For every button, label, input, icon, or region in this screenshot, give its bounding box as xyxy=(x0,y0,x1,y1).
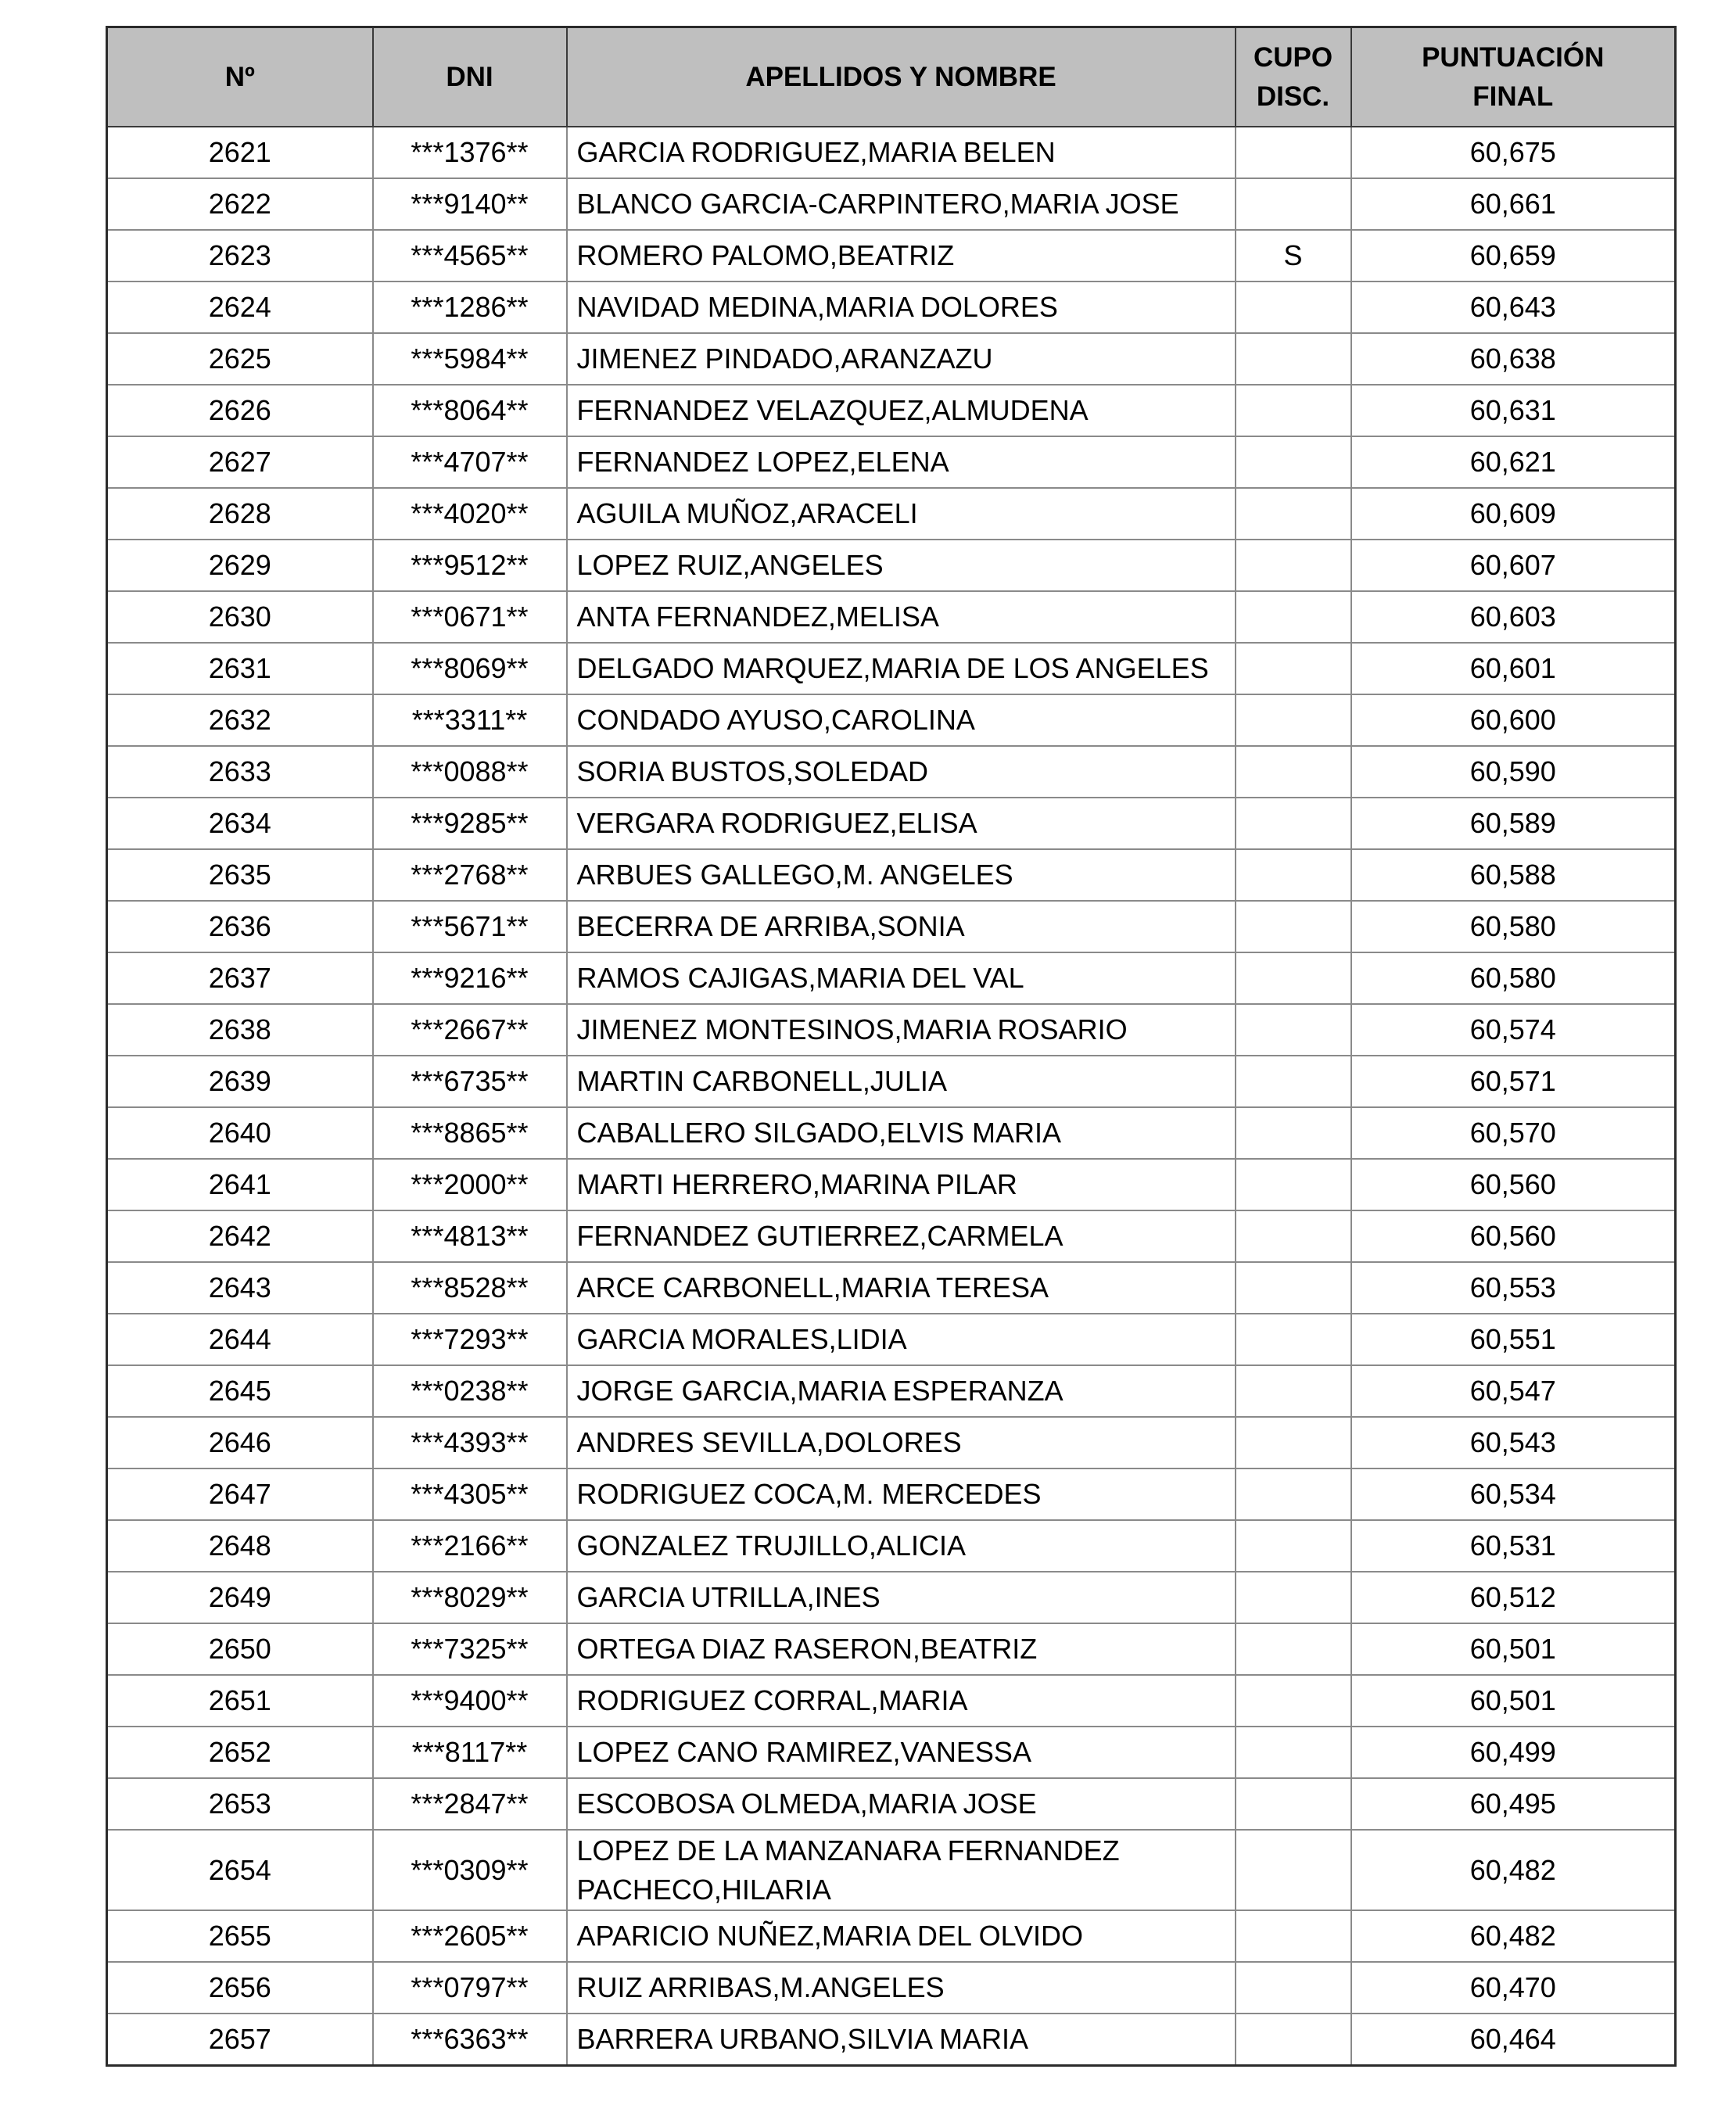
cell-num: 2624 xyxy=(107,282,373,333)
cell-num: 2630 xyxy=(107,591,373,643)
cell-name: FERNANDEZ GUTIERREZ,CARMELA xyxy=(567,1210,1236,1262)
cell-dni: ***8528** xyxy=(373,1262,567,1314)
cell-name: GARCIA UTRILLA,INES xyxy=(567,1572,1236,1623)
cell-score: 60,675 xyxy=(1351,127,1676,178)
table-row xyxy=(107,230,1676,282)
cell-dni: ***5984** xyxy=(373,333,567,385)
cell-dni: ***4813** xyxy=(373,1210,567,1262)
cell-name: DELGADO MARQUEZ,MARIA DE LOS ANGELES xyxy=(567,643,1236,694)
cell-dni: ***2166** xyxy=(373,1520,567,1572)
table-header xyxy=(107,27,1676,127)
cell-dni: ***2847** xyxy=(373,1778,567,1830)
cell-name: CABALLERO SILGADO,ELVIS MARIA xyxy=(567,1107,1236,1159)
table-row xyxy=(107,901,1676,952)
cell-score: 60,661 xyxy=(1351,178,1676,230)
cell-score: 60,580 xyxy=(1351,952,1676,1004)
cell-cupo xyxy=(1236,1520,1351,1572)
cell-score: 60,600 xyxy=(1351,694,1676,746)
table-row xyxy=(107,127,1676,178)
cell-cupo xyxy=(1236,1159,1351,1210)
table-row xyxy=(107,282,1676,333)
cell-name: ESCOBOSA OLMEDA,MARIA JOSE xyxy=(567,1778,1236,1830)
cell-cupo xyxy=(1236,1910,1351,1962)
cell-score: 60,553 xyxy=(1351,1262,1676,1314)
cell-cupo xyxy=(1236,1962,1351,2014)
cell-name: VERGARA RODRIGUEZ,ELISA xyxy=(567,798,1236,849)
table-row xyxy=(107,1675,1676,1727)
cell-name: RODRIGUEZ COCA,M. MERCEDES xyxy=(567,1468,1236,1520)
cell-cupo xyxy=(1236,1417,1351,1468)
cell-dni: ***0309** xyxy=(373,1830,567,1910)
cell-score: 60,482 xyxy=(1351,1830,1676,1910)
cell-cupo xyxy=(1236,1727,1351,1778)
cell-dni: ***9285** xyxy=(373,798,567,849)
cell-name: GONZALEZ TRUJILLO,ALICIA xyxy=(567,1520,1236,1572)
cell-num: 2640 xyxy=(107,1107,373,1159)
header-score-line2: FINAL xyxy=(1472,81,1554,112)
cell-num: 2629 xyxy=(107,540,373,591)
cell-score: 60,631 xyxy=(1351,385,1676,436)
table-row xyxy=(107,849,1676,901)
cell-name: FERNANDEZ VELAZQUEZ,ALMUDENA xyxy=(567,385,1236,436)
table-row xyxy=(107,1778,1676,1830)
cell-num: 2655 xyxy=(107,1910,373,1962)
cell-cupo xyxy=(1236,591,1351,643)
cell-num: 2647 xyxy=(107,1468,373,1520)
cell-num: 2653 xyxy=(107,1778,373,1830)
cell-name: ANTA FERNANDEZ,MELISA xyxy=(567,591,1236,643)
cell-score: 60,543 xyxy=(1351,1417,1676,1468)
cell-name: NAVIDAD MEDINA,MARIA DOLORES xyxy=(567,282,1236,333)
table-row xyxy=(107,1962,1676,2014)
header-score xyxy=(1351,27,1676,127)
cell-score: 60,560 xyxy=(1351,1159,1676,1210)
cell-dni: ***0238** xyxy=(373,1365,567,1417)
cell-num: 2641 xyxy=(107,1159,373,1210)
cell-num: 2644 xyxy=(107,1314,373,1365)
cell-num: 2626 xyxy=(107,385,373,436)
table-row xyxy=(107,178,1676,230)
cell-cupo xyxy=(1236,1210,1351,1262)
cell-dni: ***6735** xyxy=(373,1056,567,1107)
cell-num: 2639 xyxy=(107,1056,373,1107)
cell-cupo xyxy=(1236,282,1351,333)
cell-name: CONDADO AYUSO,CAROLINA xyxy=(567,694,1236,746)
cell-dni: ***8069** xyxy=(373,643,567,694)
cell-dni: ***0088** xyxy=(373,746,567,798)
cell-dni: ***4020** xyxy=(373,488,567,540)
table-row xyxy=(107,333,1676,385)
cell-score: 60,501 xyxy=(1351,1675,1676,1727)
cell-name: AGUILA MUÑOZ,ARACELI xyxy=(567,488,1236,540)
cell-cupo xyxy=(1236,1056,1351,1107)
ranking-table xyxy=(106,26,1677,2067)
cell-dni: ***8064** xyxy=(373,385,567,436)
cell-name: BARRERA URBANO,SILVIA MARIA xyxy=(567,2014,1236,2066)
cell-cupo xyxy=(1236,1830,1351,1910)
table-row xyxy=(107,1365,1676,1417)
header-num: Nº xyxy=(107,27,373,127)
cell-num: 2650 xyxy=(107,1623,373,1675)
table-row xyxy=(107,746,1676,798)
cell-cupo xyxy=(1236,1365,1351,1417)
cell-cupo xyxy=(1236,385,1351,436)
cell-name: RODRIGUEZ CORRAL,MARIA xyxy=(567,1675,1236,1727)
table-row xyxy=(107,694,1676,746)
cell-cupo xyxy=(1236,1623,1351,1675)
cell-dni: ***6363** xyxy=(373,2014,567,2066)
cell-num: 2657 xyxy=(107,2014,373,2066)
cell-cupo xyxy=(1236,798,1351,849)
table-row xyxy=(107,488,1676,540)
cell-cupo xyxy=(1236,849,1351,901)
table-row xyxy=(107,1107,1676,1159)
table-row xyxy=(107,1417,1676,1468)
cell-num: 2621 xyxy=(107,127,373,178)
cell-cupo xyxy=(1236,952,1351,1004)
cell-num: 2628 xyxy=(107,488,373,540)
cell-name: RAMOS CAJIGAS,MARIA DEL VAL xyxy=(567,952,1236,1004)
cell-name: JIMENEZ PINDADO,ARANZAZU xyxy=(567,333,1236,385)
cell-score: 60,580 xyxy=(1351,901,1676,952)
cell-dni: ***3311** xyxy=(373,694,567,746)
cell-num: 2646 xyxy=(107,1417,373,1468)
cell-name: GARCIA MORALES,LIDIA xyxy=(567,1314,1236,1365)
header-dni: DNI xyxy=(373,27,567,127)
cell-num: 2654 xyxy=(107,1830,373,1910)
cell-num: 2648 xyxy=(107,1520,373,1572)
cell-dni: ***2605** xyxy=(373,1910,567,1962)
header-name: APELLIDOS Y NOMBRE xyxy=(567,27,1236,127)
cell-cupo xyxy=(1236,1107,1351,1159)
cell-dni: ***2667** xyxy=(373,1004,567,1056)
cell-num: 2651 xyxy=(107,1675,373,1727)
cell-score: 60,470 xyxy=(1351,1962,1676,2014)
cell-cupo xyxy=(1236,1468,1351,1520)
cell-score: 60,464 xyxy=(1351,2014,1676,2066)
header-row xyxy=(107,27,1676,127)
cell-num: 2643 xyxy=(107,1262,373,1314)
cell-score: 60,621 xyxy=(1351,436,1676,488)
cell-score: 60,574 xyxy=(1351,1004,1676,1056)
cell-dni: ***0671** xyxy=(373,591,567,643)
cell-dni: ***9400** xyxy=(373,1675,567,1727)
cell-name: LOPEZ CANO RAMIREZ,VANESSA xyxy=(567,1727,1236,1778)
cell-cupo xyxy=(1236,694,1351,746)
cell-score: 60,659 xyxy=(1351,230,1676,282)
cell-score: 60,551 xyxy=(1351,1314,1676,1365)
cell-dni: ***9512** xyxy=(373,540,567,591)
cell-name: ROMERO PALOMO,BEATRIZ xyxy=(567,230,1236,282)
cell-num: 2625 xyxy=(107,333,373,385)
cell-score: 60,560 xyxy=(1351,1210,1676,1262)
cell-name: MARTIN CARBONELL,JULIA xyxy=(567,1056,1236,1107)
cell-name: APARICIO NUÑEZ,MARIA DEL OLVIDO xyxy=(567,1910,1236,1962)
cell-score: 60,495 xyxy=(1351,1778,1676,1830)
cell-cupo: S xyxy=(1236,230,1351,282)
cell-num: 2645 xyxy=(107,1365,373,1417)
cell-dni: ***1376** xyxy=(373,127,567,178)
cell-cupo xyxy=(1236,2014,1351,2066)
cell-cupo xyxy=(1236,127,1351,178)
cell-num: 2649 xyxy=(107,1572,373,1623)
cell-num: 2652 xyxy=(107,1727,373,1778)
cell-dni: ***4707** xyxy=(373,436,567,488)
cell-score: 60,607 xyxy=(1351,540,1676,591)
cell-dni: ***9140** xyxy=(373,178,567,230)
table-row xyxy=(107,643,1676,694)
cell-score: 60,547 xyxy=(1351,1365,1676,1417)
header-cupo xyxy=(1236,27,1351,127)
cell-dni: ***5671** xyxy=(373,901,567,952)
cell-dni: ***2000** xyxy=(373,1159,567,1210)
cell-num: 2636 xyxy=(107,901,373,952)
cell-score: 60,638 xyxy=(1351,333,1676,385)
cell-cupo xyxy=(1236,1262,1351,1314)
cell-dni: ***4393** xyxy=(373,1417,567,1468)
cell-score: 60,601 xyxy=(1351,643,1676,694)
table-row xyxy=(107,436,1676,488)
cell-num: 2637 xyxy=(107,952,373,1004)
cell-score: 60,512 xyxy=(1351,1572,1676,1623)
cell-cupo xyxy=(1236,436,1351,488)
cell-dni: ***2768** xyxy=(373,849,567,901)
table-row xyxy=(107,2014,1676,2066)
cell-score: 60,609 xyxy=(1351,488,1676,540)
cell-cupo xyxy=(1236,1004,1351,1056)
cell-cupo xyxy=(1236,746,1351,798)
cell-cupo xyxy=(1236,178,1351,230)
table-row xyxy=(107,1572,1676,1623)
cell-name: JIMENEZ MONTESINOS,MARIA ROSARIO xyxy=(567,1004,1236,1056)
cell-score: 60,570 xyxy=(1351,1107,1676,1159)
cell-name: ARBUES GALLEGO,M. ANGELES xyxy=(567,849,1236,901)
cell-name: MARTI HERRERO,MARINA PILAR xyxy=(567,1159,1236,1210)
table-row xyxy=(107,1520,1676,1572)
cell-cupo xyxy=(1236,333,1351,385)
cell-dni: ***7293** xyxy=(373,1314,567,1365)
table-row xyxy=(107,1159,1676,1210)
table-row xyxy=(107,1910,1676,1962)
cell-score: 60,534 xyxy=(1351,1468,1676,1520)
cell-dni: ***1286** xyxy=(373,282,567,333)
cell-num: 2632 xyxy=(107,694,373,746)
cell-score: 60,589 xyxy=(1351,798,1676,849)
cell-cupo xyxy=(1236,1314,1351,1365)
cell-num: 2635 xyxy=(107,849,373,901)
cell-dni: ***8117** xyxy=(373,1727,567,1778)
cell-score: 60,531 xyxy=(1351,1520,1676,1572)
table-row xyxy=(107,591,1676,643)
cell-name: LOPEZ RUIZ,ANGELES xyxy=(567,540,1236,591)
cell-dni: ***8029** xyxy=(373,1572,567,1623)
header-cupo-line1: CUPO xyxy=(1253,41,1333,73)
table-row xyxy=(107,1623,1676,1675)
cell-dni: ***9216** xyxy=(373,952,567,1004)
cell-num: 2638 xyxy=(107,1004,373,1056)
cell-num: 2633 xyxy=(107,746,373,798)
cell-name: BLANCO GARCIA-CARPINTERO,MARIA JOSE xyxy=(567,178,1236,230)
table-row xyxy=(107,1210,1676,1262)
table-row xyxy=(107,1056,1676,1107)
cell-cupo xyxy=(1236,488,1351,540)
cell-num: 2634 xyxy=(107,798,373,849)
table-row xyxy=(107,1004,1676,1056)
cell-dni: ***0797** xyxy=(373,1962,567,2014)
cell-num: 2642 xyxy=(107,1210,373,1262)
cell-score: 60,482 xyxy=(1351,1910,1676,1962)
cell-dni: ***4565** xyxy=(373,230,567,282)
cell-score: 60,643 xyxy=(1351,282,1676,333)
cell-num: 2627 xyxy=(107,436,373,488)
cell-name: JORGE GARCIA,MARIA ESPERANZA xyxy=(567,1365,1236,1417)
cell-num: 2656 xyxy=(107,1962,373,2014)
table-body xyxy=(107,127,1676,2066)
header-score-line1: PUNTUACIÓN xyxy=(1422,41,1605,73)
cell-dni: ***4305** xyxy=(373,1468,567,1520)
cell-name: FERNANDEZ LOPEZ,ELENA xyxy=(567,436,1236,488)
cell-score: 60,590 xyxy=(1351,746,1676,798)
table-row xyxy=(107,1314,1676,1365)
table-row xyxy=(107,385,1676,436)
cell-num: 2623 xyxy=(107,230,373,282)
cell-name: LOPEZ DE LA MANZANARA FERNANDEZ PACHECO,HILARIA xyxy=(567,1830,1236,1910)
cell-cupo xyxy=(1236,643,1351,694)
table-row xyxy=(107,1830,1676,1910)
cell-name: SORIA BUSTOS,SOLEDAD xyxy=(567,746,1236,798)
cell-score: 60,588 xyxy=(1351,849,1676,901)
cell-num: 2631 xyxy=(107,643,373,694)
cell-cupo xyxy=(1236,1675,1351,1727)
table-row xyxy=(107,798,1676,849)
cell-name: ORTEGA DIAZ RASERON,BEATRIZ xyxy=(567,1623,1236,1675)
cell-dni: ***8865** xyxy=(373,1107,567,1159)
cell-name: RUIZ ARRIBAS,M.ANGELES xyxy=(567,1962,1236,2014)
table-row xyxy=(107,1468,1676,1520)
table-row xyxy=(107,540,1676,591)
cell-cupo xyxy=(1236,1572,1351,1623)
cell-score: 60,571 xyxy=(1351,1056,1676,1107)
cell-name: ARCE CARBONELL,MARIA TERESA xyxy=(567,1262,1236,1314)
table-row xyxy=(107,1262,1676,1314)
table-row xyxy=(107,952,1676,1004)
cell-cupo xyxy=(1236,1778,1351,1830)
cell-score: 60,603 xyxy=(1351,591,1676,643)
cell-score: 60,501 xyxy=(1351,1623,1676,1675)
cell-score: 60,499 xyxy=(1351,1727,1676,1778)
cell-cupo xyxy=(1236,901,1351,952)
cell-dni: ***7325** xyxy=(373,1623,567,1675)
cell-num: 2622 xyxy=(107,178,373,230)
cell-name: BECERRA DE ARRIBA,SONIA xyxy=(567,901,1236,952)
cell-name: GARCIA RODRIGUEZ,MARIA BELEN xyxy=(567,127,1236,178)
cell-cupo xyxy=(1236,540,1351,591)
cell-name: ANDRES SEVILLA,DOLORES xyxy=(567,1417,1236,1468)
header-cupo-line2: DISC. xyxy=(1256,81,1330,112)
table-row xyxy=(107,1727,1676,1778)
